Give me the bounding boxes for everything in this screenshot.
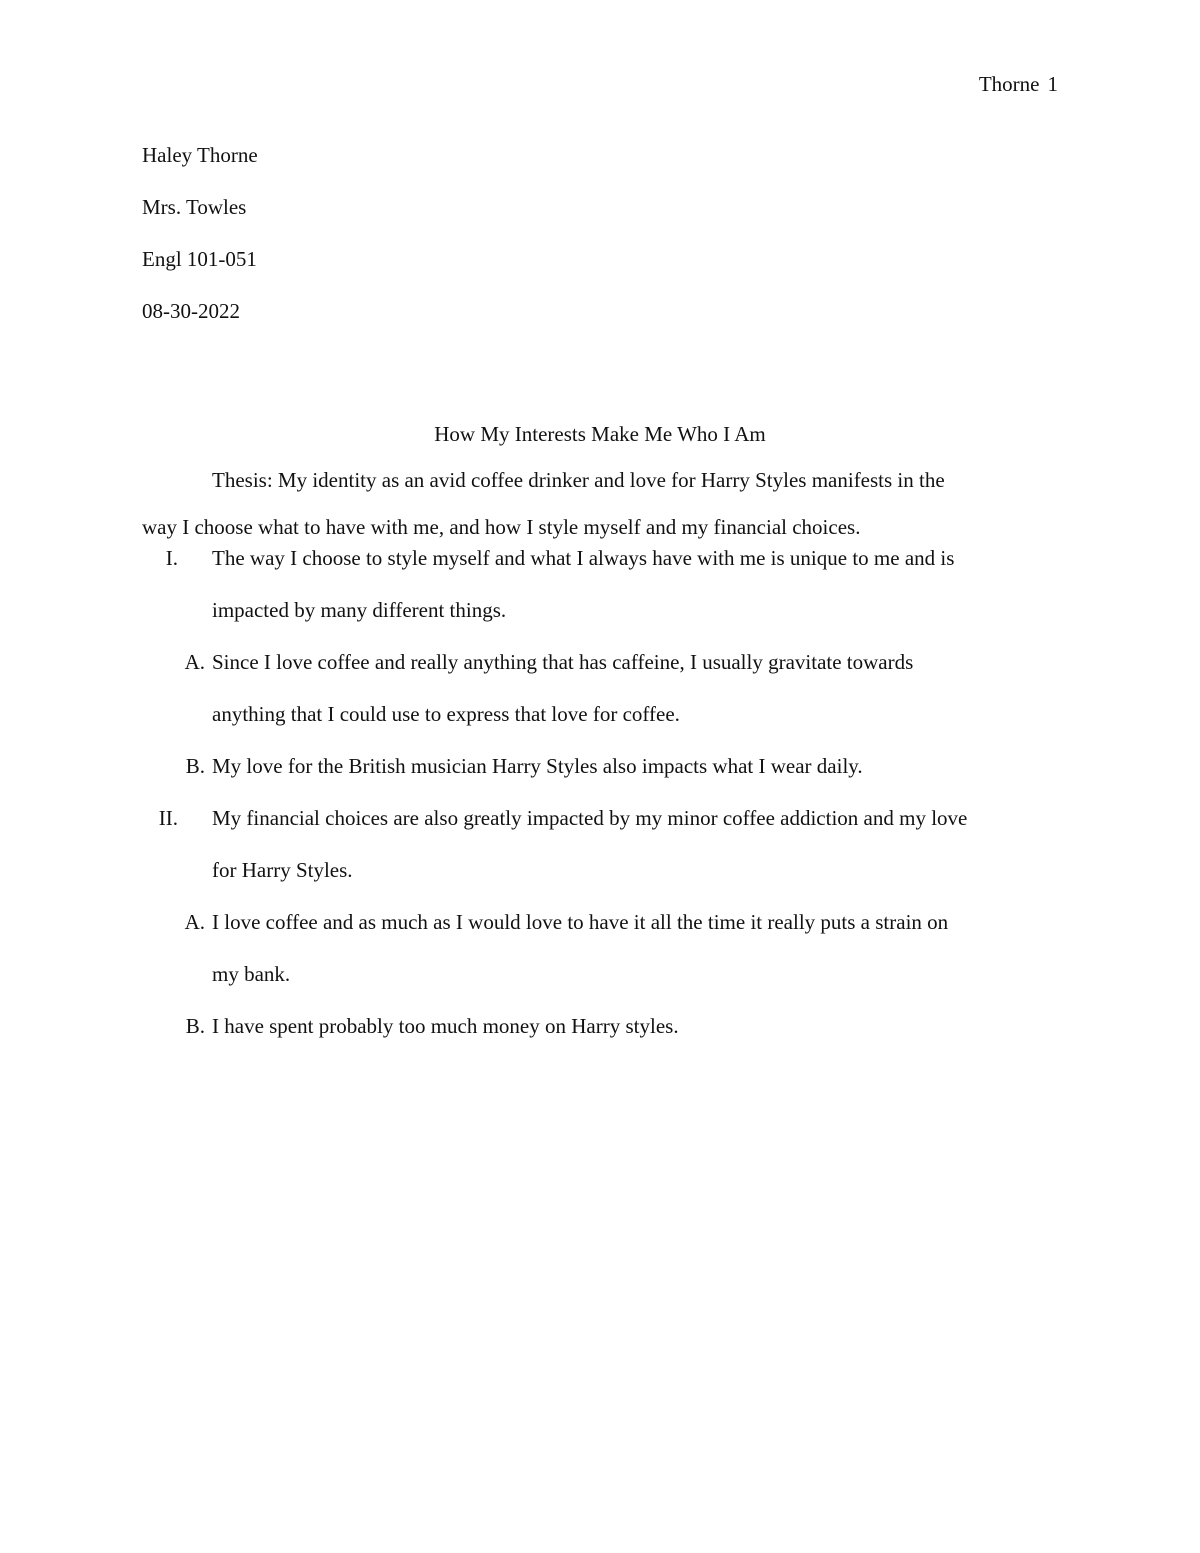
essay-title: How My Interests Make Me Who I Am xyxy=(434,422,766,446)
running-header xyxy=(979,74,1058,95)
outline-point-2a-line-2: my bank. xyxy=(212,962,291,986)
outline-point-2b-line-1: I have spent probably too much money on Harry styles. xyxy=(212,1014,679,1038)
outline-marker-2a: A. xyxy=(184,910,205,934)
instructor-name: Mrs. Towles xyxy=(142,195,247,219)
outline-point-1a-line-2: anything that I could use to express that love for coffee. xyxy=(212,702,680,726)
outline-marker-1a: A. xyxy=(184,650,205,674)
outline-point-1a-line-1: Since I love coffee and really anything that has caffeine, I usually gravitate towards xyxy=(212,650,914,674)
outline-point-2-line-1: My financial choices are also greatly impacted by my minor coffee addiction and my love xyxy=(212,806,968,830)
student-name: Haley Thorne xyxy=(142,143,258,167)
outline-marker-2b: B. xyxy=(185,1014,205,1038)
outline-marker-1: I. xyxy=(165,546,178,570)
header-surname: Thorne xyxy=(978,72,1040,96)
date: 08-30-2022 xyxy=(142,299,240,323)
outline-point-2-line-2: for Harry Styles. xyxy=(212,858,353,882)
page-number: 1 xyxy=(1047,72,1058,96)
outline-point-1b-line-1: My love for the British musician Harry Styles also impacts what I wear daily. xyxy=(212,754,863,778)
outline-marker-2: II. xyxy=(158,806,178,830)
thesis-line-1: Thesis: My identity as an avid coffee drinker and love for Harry Styles manifests in the xyxy=(212,468,945,492)
outline-point-1-line-1: The way I choose to style myself and what I always have with me is unique to me and is xyxy=(212,546,955,570)
course-name: Engl 101-051 xyxy=(142,247,257,271)
thesis-line-2: way I choose what to have with me, and how I style myself and my financial choices. xyxy=(142,515,861,539)
outline-marker-1b: B. xyxy=(185,754,205,778)
outline-point-2a-line-1: I love coffee and as much as I would love to have it all the time it really puts a strain on xyxy=(212,910,949,934)
outline-point-1-line-2: impacted by many different things. xyxy=(212,598,507,622)
